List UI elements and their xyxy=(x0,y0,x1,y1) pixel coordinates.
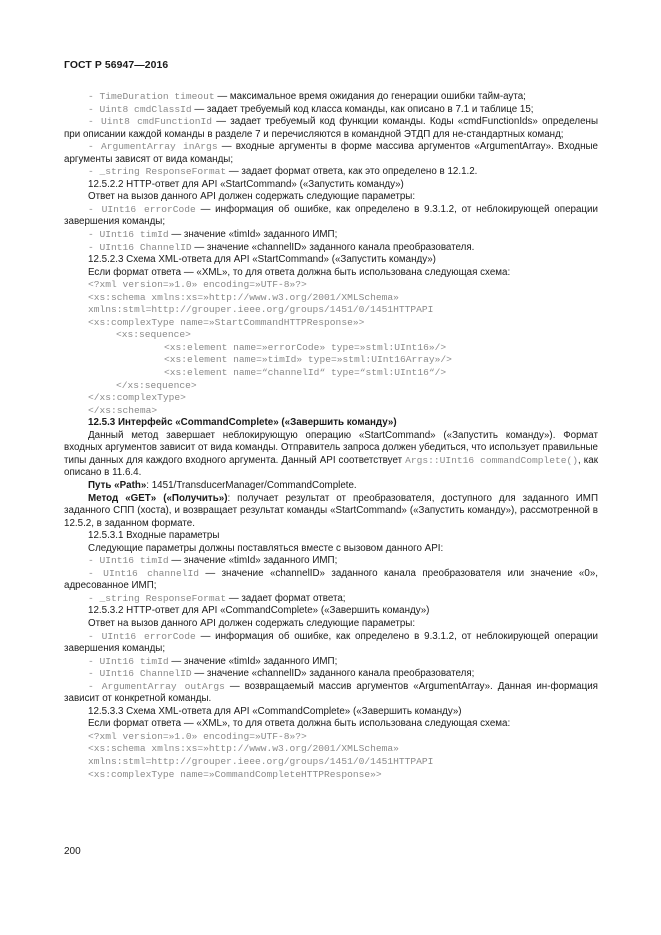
paragraph: Данный метод завершает неблокирующую операцию «StartCommand» («Запустить команду»). Формат входных аргументов зависит от вида команды. Отправитель запроса должен убедиться, что использует правильные типы данных для каждого входного аргумента. Данный API соответствует Args::UInt16 commandComplete(), как описано в 11.6.4. xyxy=(64,429,598,479)
param-timid: - UInt16 timId — значение «timId» заданного ИМП; xyxy=(88,229,338,241)
xml-code-line: <xs:complexType name=»StartCommandHTTPResponse»> xyxy=(88,316,365,328)
page-body xyxy=(64,91,598,781)
param-channelid: - UInt16 channelId — значение «channelID» заданного канала преобразователя или значение «0», адресованное ИМП; xyxy=(64,567,598,592)
param-timeout: - TimeDuration timeout — максимальное время ожидания до генерации ошибки тайм-аута; xyxy=(88,91,526,102)
xml-code-line: <xs:element name=“channelId“ type=“stml:UInt16“/> xyxy=(164,367,447,379)
xml-code-line: xmlns:stml=http://grouper.ieee.org/groups/1451/0/1451HTTPAPI xyxy=(88,304,434,316)
paragraph: Следующие параметры должны поставляться вместе с вызовом данного API: xyxy=(88,542,444,554)
paragraph: Ответ на вызов данного API должен содержать следующие параметры: xyxy=(88,617,416,629)
section-heading: 12.5.2.3 Схема XML-ответа для API «StartCommand» («Запустить команду») xyxy=(88,254,436,266)
param-cmdfunctionid: - Uint8 cmdFunctionId — задает требуемый код функции команды. Коды «cmdFunctionIds» определены при описании каждой команды в разделе 7 и перечисляются в командной ЭТДП для не-стандартных команд; xyxy=(64,116,599,140)
param-cmdclassid: - Uint8 cmdClassId — задает требуемый код класса команды, как описано в 7.1 и таблице 15; xyxy=(88,103,534,115)
param-code: - TimeDuration timeout xyxy=(88,91,215,102)
xml-code-line: </xs:schema> xyxy=(88,404,158,416)
xml-code-line: <xs:sequence> xyxy=(116,329,191,341)
paragraph: Если формат ответа — «XML», то для ответа должна быть использована следующая схема: xyxy=(88,266,511,278)
section-heading: 12.5.3.1 Входные параметры xyxy=(88,530,220,542)
xml-code-line: <?xml version=»1.0» encoding=»UTF-8»?> xyxy=(88,279,307,291)
xml-code-line: <xs:element name=»errorCode» type=»stml:UInt16»/> xyxy=(164,341,447,353)
param-inargs: - ArgumentArray inArgs — входные аргументы в форме массива аргументов «ArgumentArray». Входные аргументы зависят от вида команды; xyxy=(64,141,598,165)
param-errorcode: - UInt16 errorCode — информация об ошибке, как определено в 9.3.1.2, от неблокирующей операции завершения команды; xyxy=(64,203,598,228)
xml-code-line: </xs:sequence> xyxy=(116,379,197,391)
param-outargs: - ArgumentArray outArgs — возвращаемый массив аргументов «ArgumentArray». Данная ин-формация зависит от конкретной команды. xyxy=(64,680,598,705)
section-title: 12.5.3 Интерфейс «CommandComplete» («Завершить команду») xyxy=(88,417,397,429)
param-responseformat: - _string ResponseFormat — задает формат ответа; xyxy=(88,592,346,604)
xml-code-line: <xs:schema xmlns:xs=»http://www.w3.org/2001/XMLSchema» xyxy=(88,743,399,755)
xml-code-line: <xs:complexType name=»CommandCompleteHTTPResponse»> xyxy=(88,768,382,780)
xml-code-line: xmlns:stml=http://grouper.ieee.org/groups/1451/0/1451HTTPAPI xyxy=(88,755,434,767)
document-header: ГОСТ Р 56947—2016 xyxy=(64,60,169,71)
page-number: 200 xyxy=(64,846,81,857)
param-channelid: - UInt16 ChannelID — значение «channelID» заданного канала преобразователя; xyxy=(88,668,475,680)
xml-code-line: <xs:element name=»timId» type=»stml:UInt16Array»/> xyxy=(164,354,452,366)
method-line: Метод «GET» («Получить»): получает результат от преобразователя, доступного для заданного ИМП заданного СПП (хоста), и возвращает результат команды «StartCommand» («Запустить команду»), рассмотренной в 12.5.2, в заданном формате. xyxy=(64,492,598,529)
param-channelid: - UInt16 ChannelID — значение «channelID» заданного канала преобразователя. xyxy=(88,241,475,253)
paragraph: Если формат ответа — «XML», то для ответа должна быть использована следующая схема: xyxy=(88,718,511,730)
xml-code-line: </xs:complexType> xyxy=(88,392,186,404)
section-heading: 12.5.2.2 HTTP-ответ для API «StartCommand» («Запустить команду») xyxy=(88,178,404,190)
path-line: Путь «Path»: 1451/TransducerManager/CommandComplete. xyxy=(88,479,357,491)
section-heading: 12.5.3.2 HTTP-ответ для API «CommandComplete» («Завершить команду») xyxy=(88,605,430,617)
param-responseformat: - _string ResponseFormat — задает формат ответа, как это определено в 12.1.2. xyxy=(88,166,478,178)
paragraph: Ответ на вызов данного API должен содержать следующие параметры: xyxy=(88,191,416,203)
xml-code-line: <?xml version=»1.0» encoding=»UTF-8»?> xyxy=(88,730,307,742)
section-heading: 12.5.3.3 Схема XML-ответа для API «CommandComplete» («Завершить команду») xyxy=(88,705,462,717)
param-timid: - UInt16 timId — значение «timId» заданного ИМП; xyxy=(88,655,338,667)
xml-code-line: <xs:schema xmlns:xs=»http://www.w3.org/2001/XMLSchema» xyxy=(88,291,399,303)
param-timid: - UInt16 timId — значение «timId» заданного ИМП; xyxy=(88,555,338,567)
param-errorcode: - UInt16 errorCode — информация об ошибке, как определено в 9.3.1.2, от неблокирующей операции завершения команды; xyxy=(64,630,598,655)
